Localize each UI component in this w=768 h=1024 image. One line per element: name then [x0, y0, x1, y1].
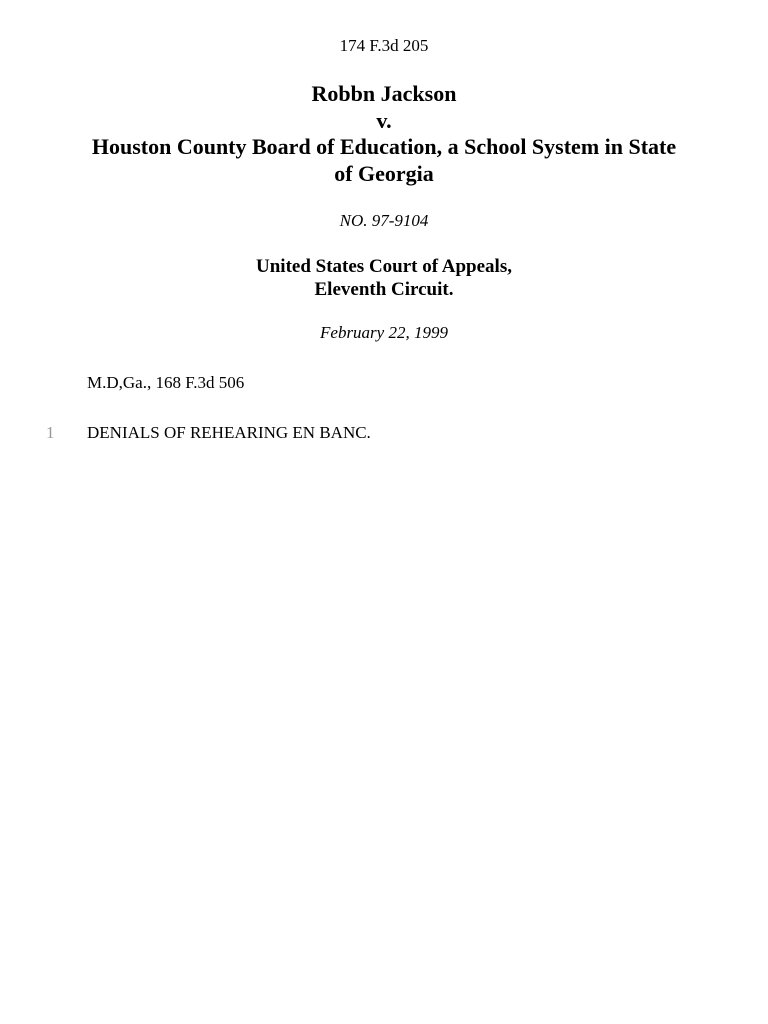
court-name-line1: United States Court of Appeals, [256, 256, 512, 277]
versus-label: v. [376, 107, 392, 133]
decision-date: February 22, 1999 [320, 323, 448, 342]
prior-history: M.D,Ga., 168 F.3d 506 [87, 373, 245, 392]
court-name-line2: Eleventh Circuit. [314, 279, 454, 300]
reporter-citation: 174 F.3d 205 [339, 36, 429, 55]
plaintiff-name: Robbn Jackson [311, 81, 457, 106]
defendant-name-line1: Houston County Board of Education, a School System in State [91, 134, 677, 159]
court-name [0, 255, 768, 301]
case-caption [40, 81, 728, 187]
paragraph-text: DENIALS OF REHEARING EN BANC. [87, 423, 371, 442]
paragraph-number: 1 [46, 423, 55, 442]
defendant-name-line2: of Georgia [334, 160, 434, 186]
docket-number: NO. 97-9104 [339, 211, 429, 230]
